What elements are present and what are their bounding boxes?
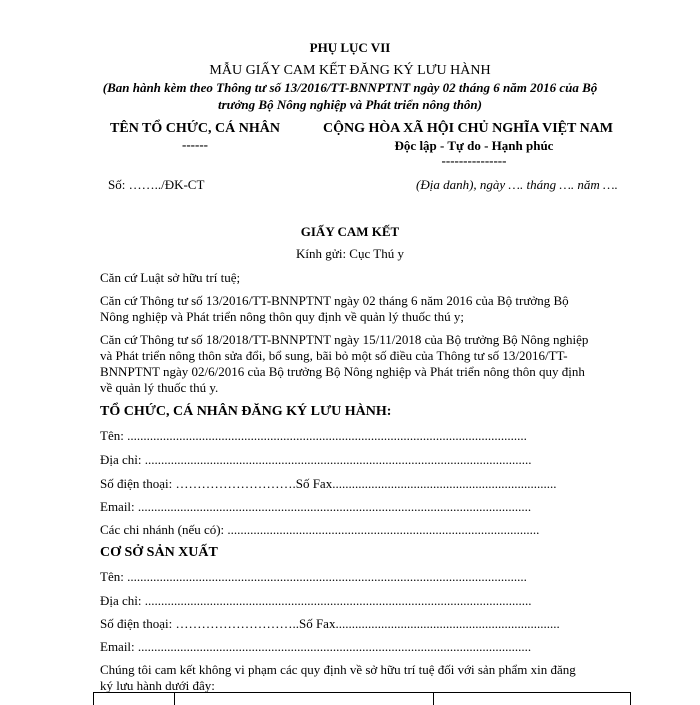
legal-basis-2-line1: Căn cứ Thông tư số 13/2016/TT-BNNPTNT ngày 02 tháng 6 năm 2016 của Bộ trưởng Bộ [100, 293, 569, 308]
organization-label: TÊN TỔ CHỨC, CÁ NHÂN [110, 121, 280, 136]
appendix-title: PHỤ LỤC VII [309, 40, 391, 55]
addressee: Kính gửi: Cục Thú y [296, 246, 404, 261]
issuance-note-line2: trưởng Bộ Nông nghiệp và Phát triển nông thôn) [218, 97, 482, 112]
organization-divider: ------ [182, 137, 208, 152]
registrant-phone-fax-field[interactable]: Số điện thoại: ……………………….Số Fax..................................................................... [100, 476, 557, 491]
facility-name-field[interactable]: Tên: ........................................................................................................................... [100, 569, 527, 584]
motto-divider: --------------- [441, 153, 507, 168]
legal-basis-2-line2: Nông nghiệp và Phát triển nông thôn quy định về quản lý thuốc thú y; [100, 309, 464, 324]
legal-basis-1: Căn cứ Luật sở hữu trí tuệ; [100, 270, 241, 285]
registrant-name-field[interactable]: Tên: ........................................................................................................................... [100, 428, 527, 443]
legal-basis-3-line4: về quản lý thuốc thú y. [100, 380, 219, 395]
document-number: Số: ……../ĐK-CT [108, 177, 205, 192]
legal-basis-3-line3: BNNPTNT ngày 02/6/2016 của Bộ trưởng Bộ Nông nghiệp và Phát triển nông thôn quy định [100, 364, 585, 379]
registrant-address-field[interactable]: Địa chỉ: ....................................................................................................................... [100, 452, 532, 467]
legal-basis-3-line1: Căn cứ Thông tư số 18/2018/TT-BNNPTNT ngày 15/11/2018 của Bộ trưởng Bộ Nông nghiệp [100, 332, 589, 347]
facility-phone-fax-field[interactable]: Số điện thoại: ………………………..Số Fax..................................................................... [100, 616, 560, 631]
commitment-line1: Chúng tôi cam kết không vi phạm các quy định về sở hữu trí tuệ đối với sản phẩm xin đăng [100, 662, 576, 677]
form-title: MẪU GIẤY CAM KẾT ĐĂNG KÝ LƯU HÀNH [209, 63, 491, 78]
legal-basis-3-line2: và Phát triển nông thôn sửa đổi, bổ sung, bãi bỏ một số điều của Thông tư số 13/2016/TT- [100, 348, 568, 363]
commitment-line2: ký lưu hành dưới đây: [100, 678, 215, 693]
registrant-branches-field[interactable]: Các chi nhánh (nếu có): ................................................................................................ [100, 522, 540, 537]
product-table [93, 692, 631, 705]
national-title: CỘNG HÒA XÃ HỘI CHỦ NGHĨA VIỆT NAM [322, 121, 613, 136]
document-title: GIẤY CAM KẾT [300, 224, 400, 239]
facility-address-field[interactable]: Địa chỉ: ....................................................................................................................... [100, 593, 532, 608]
registrant-heading: TỔ CHỨC, CÁ NHÂN ĐĂNG KÝ LƯU HÀNH: [100, 404, 392, 419]
product-table-column-divider [174, 693, 175, 705]
issuance-note-line1: (Ban hành kèm theo Thông tư số 13/2016/TT-BNNPTNT ngày 02 tháng 6 năm 2016 của Bộ [102, 80, 598, 95]
place-date-line: (Địa danh), ngày …. tháng …. năm …. [416, 177, 618, 192]
product-table-column-divider [433, 693, 434, 705]
facility-email-field[interactable]: Email: ......................................................................................................................... [100, 639, 532, 654]
national-motto: Độc lập - Tự do - Hạnh phúc [394, 138, 554, 153]
registrant-email-field[interactable]: Email: ......................................................................................................................... [100, 499, 532, 514]
facility-heading: CƠ SỞ SẢN XUẤT [100, 545, 218, 560]
